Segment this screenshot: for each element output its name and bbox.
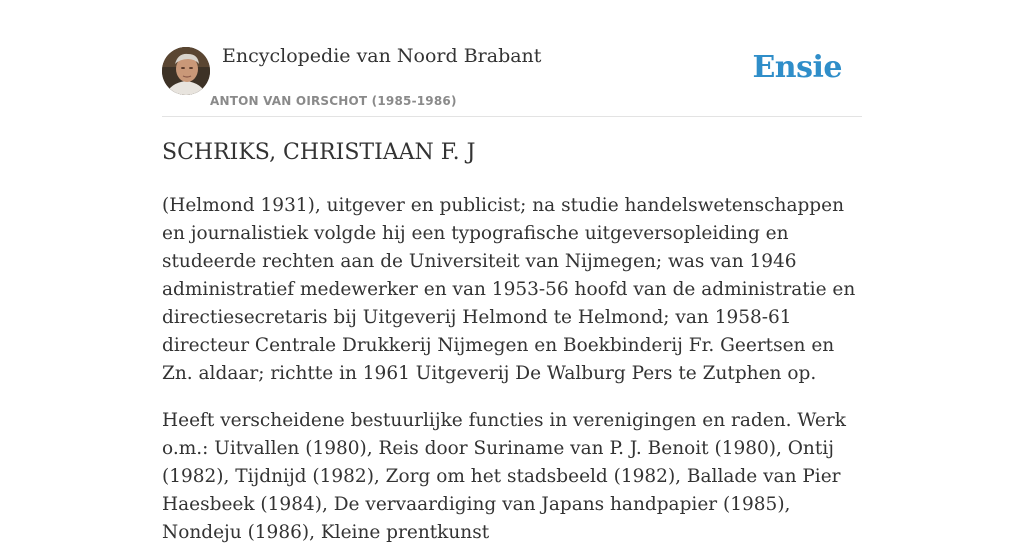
source-title-link[interactable]: Encyclopedie van Noord Brabant: [222, 45, 542, 67]
avatar[interactable]: [162, 47, 210, 95]
entry-title: SCHRIKS, CHRISTIAAN F. J: [162, 140, 476, 165]
entry-paragraph-1: (Helmond 1931), uitgever en publicist; na studie handelswetenschappen en journalistiek volgde hij een typografische uitgeversopleiding en studeerde rechten aan de Universiteit van Nijmegen; was van 1946 administratief medewerker en van 1953-56 hoofd van de administratie en directiesecretaris bij Uitgeverij Helmond te Helmond; van 1958-61 directeur Centrale Drukkerij Nijmegen en Boekbinderij Fr. Geertsen en Zn. aldaar; richtte in 1961 Uitgeverij De Walburg Pers te Zutphen op.: [162, 195, 856, 384]
entry-paragraph-2: Heeft verscheidene bestuurlijke functies in verenigingen en raden. Werk o.m.: Uitvallen (1980), Reis door Suriname van P. J. Benoit (1980), Ontij (1982), Tijdnijd (1982), Zorg om het stadsbeeld (1982), Ballade van Pier Haesbeek (1984), De vervaardiging van Japans handpapier (1985), Nondeju (1986), Kleine prentkunst: [162, 410, 846, 543]
portrait-image: [162, 47, 210, 95]
header: [162, 0, 862, 117]
ensie-logo-link[interactable]: Ensie: [752, 50, 842, 85]
page-container: [162, 0, 862, 543]
author-byline: ANTON VAN OIRSCHOT (1985-1986): [210, 94, 457, 108]
